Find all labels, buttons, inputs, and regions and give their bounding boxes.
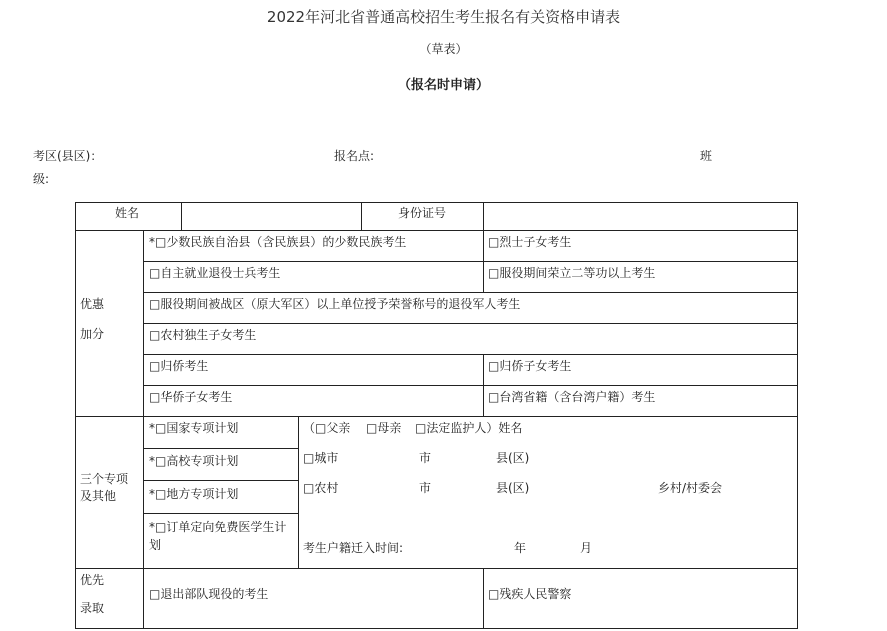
martyr-child-option[interactable]: □烈士子女考生 xyxy=(488,235,572,249)
merit-veteran-option[interactable]: □服役期间荣立二等功以上考生 xyxy=(488,266,656,280)
site-label: 报名点: xyxy=(334,149,375,163)
university-plan-option[interactable]: *□高校专项计划 xyxy=(149,454,239,468)
district-label: 考区(县区)： xyxy=(33,149,103,163)
self-employed-veteran-option[interactable]: □自主就业退役士兵考生 xyxy=(149,266,281,280)
special-label-2: 及其他 xyxy=(80,489,117,503)
stage-label: （报名时申请） xyxy=(397,78,489,93)
father-option[interactable]: □父亲 xyxy=(315,421,351,435)
taiwan-option[interactable]: □台湾省籍（含台湾户籍）考生 xyxy=(488,390,656,404)
special-label-1: 三个专项 xyxy=(80,472,129,486)
move-time-label: 考生户籍迁入时间: xyxy=(303,541,404,555)
overseas-chinese-child-option[interactable]: □华侨子女考生 xyxy=(149,390,233,404)
document-title: 2022年河北省普通高校招生考生报名有关资格申请表 xyxy=(266,8,621,26)
name-label: 姓名 xyxy=(115,206,140,220)
retired-soldier-option[interactable]: □退出部队现役的考生 xyxy=(149,587,269,601)
rural-city-unit: 市 xyxy=(419,481,432,495)
village-unit: 乡村/村委会 xyxy=(658,481,723,495)
urban-city-unit: 市 xyxy=(419,451,432,465)
guardian-open-paren: （ xyxy=(303,421,316,435)
mother-option[interactable]: □母亲 xyxy=(366,421,402,435)
class-label-a: 班 xyxy=(700,149,713,163)
draft-label: （草表） xyxy=(419,42,468,56)
id-number-label: 身份证号 xyxy=(398,206,447,220)
honored-veteran-option[interactable]: □服役期间被战区（原大军区）以上单位授予荣誉称号的退役军人考生 xyxy=(149,297,521,311)
rural-only-child-option[interactable]: □农村独生子女考生 xyxy=(149,328,257,342)
month-unit: 月 xyxy=(580,541,593,555)
rural-option[interactable]: □农村 xyxy=(303,481,339,495)
urban-county-unit: 县(区) xyxy=(496,451,530,465)
rural-county-unit: 县(区) xyxy=(496,481,530,495)
disabled-police-option[interactable]: □残疾人民警察 xyxy=(488,587,572,601)
priority-label-1: 优先 xyxy=(80,573,105,587)
priority-label-2: 录取 xyxy=(80,601,105,615)
legal-guardian-option[interactable]: □法定监护人）姓名 xyxy=(415,421,523,435)
urban-option[interactable]: □城市 xyxy=(303,451,339,465)
bonus-label-1: 优惠 xyxy=(80,297,105,311)
year-unit: 年 xyxy=(514,541,527,555)
bonus-label-2: 加分 xyxy=(80,327,105,341)
returned-overseas-option[interactable]: □归侨考生 xyxy=(149,359,209,373)
returned-overseas-child-option[interactable]: □归侨子女考生 xyxy=(488,359,572,373)
minority-option[interactable]: *□少数民族自治县（含民族县）的少数民族考生 xyxy=(149,235,407,249)
medical-plan-option[interactable]: *□订单定向免费医学生计 xyxy=(149,520,287,534)
national-plan-option[interactable]: *□国家专项计划 xyxy=(149,421,239,435)
class-label-b: 级: xyxy=(33,172,50,186)
local-plan-option[interactable]: *□地方专项计划 xyxy=(149,487,239,501)
medical-plan-option-cont: 划 xyxy=(149,538,162,552)
